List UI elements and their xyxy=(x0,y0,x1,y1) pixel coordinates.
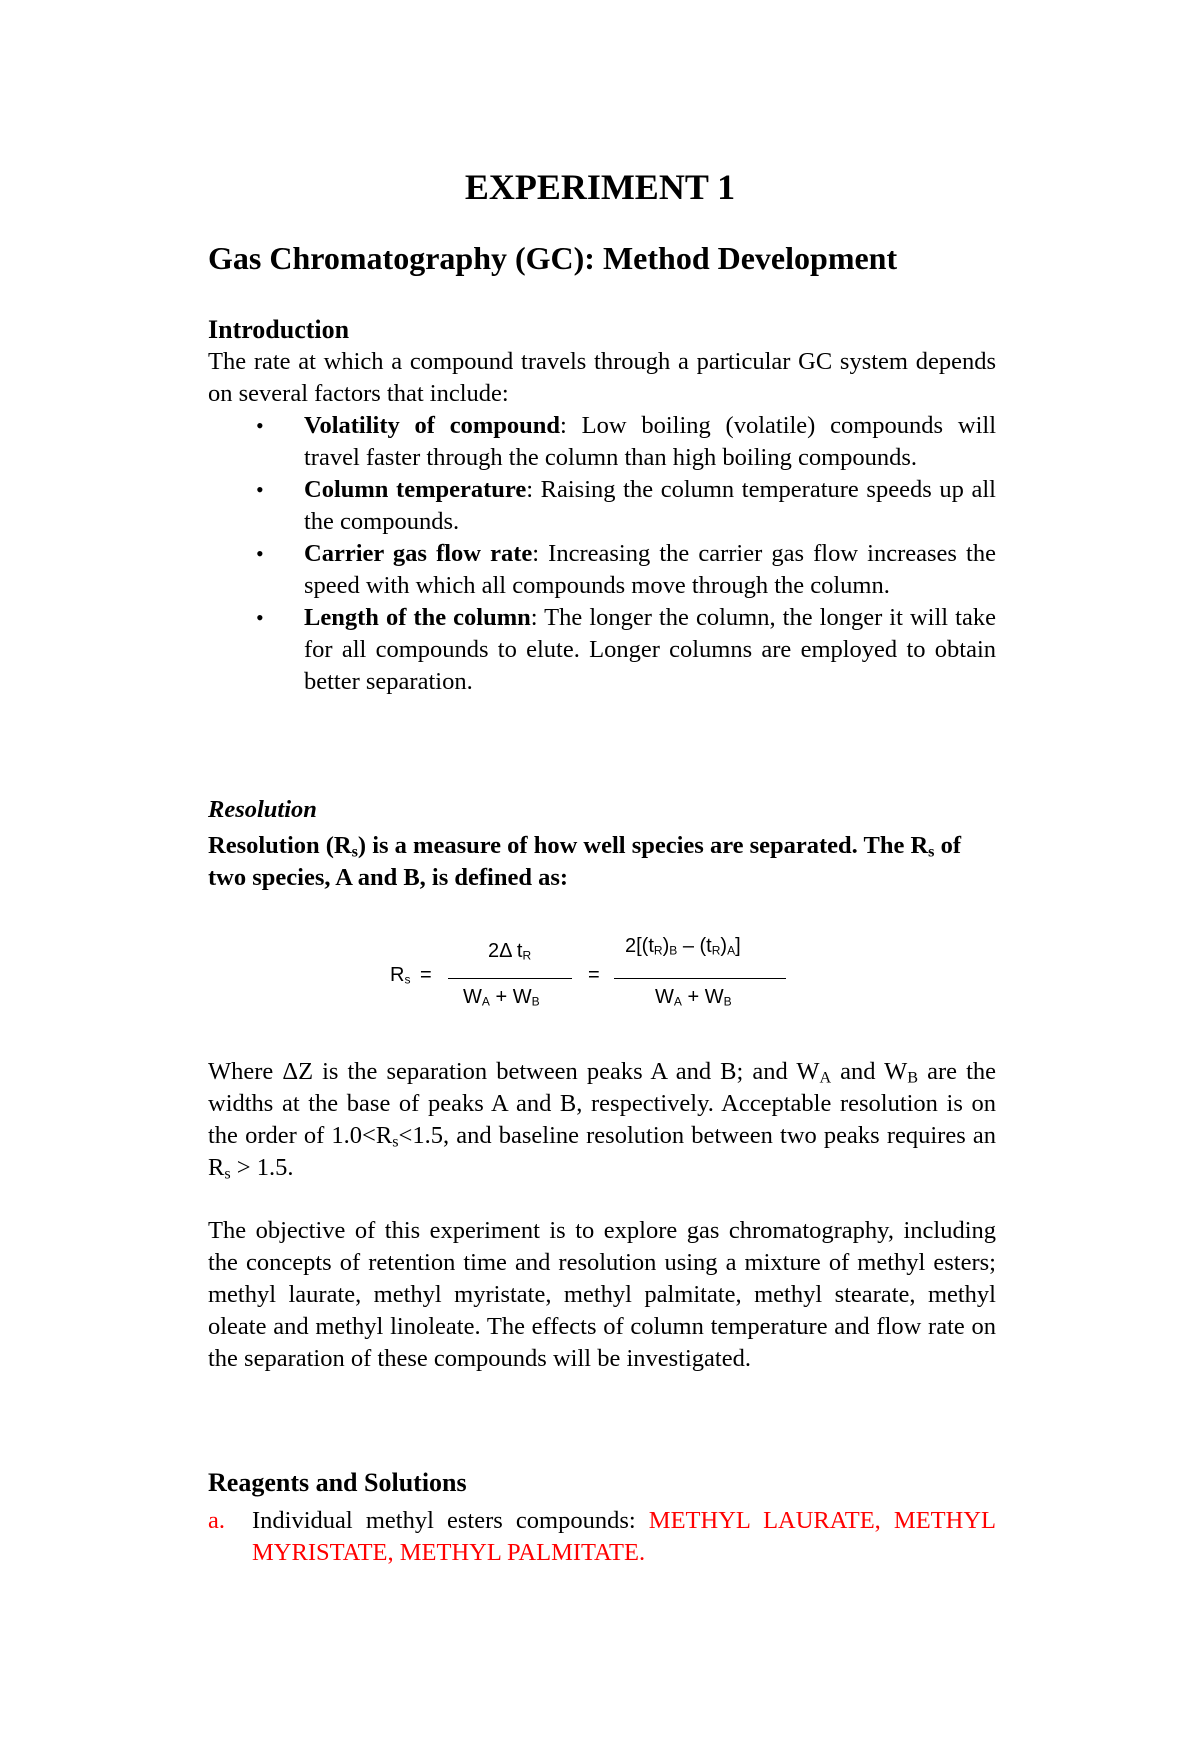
introduction-heading: Introduction xyxy=(208,315,350,344)
factor-label: Carrier gas flow rate xyxy=(304,540,533,567)
factor-label: Volatility of compound xyxy=(304,412,561,439)
resolution-equation xyxy=(370,930,800,1020)
subscript: A xyxy=(727,943,736,958)
bullet-icon: • xyxy=(256,605,264,630)
definition-text: Resolution (R xyxy=(208,832,352,859)
factor-label: Column temperature xyxy=(304,476,527,503)
paragraph-text: and W xyxy=(831,1058,908,1085)
subscript: R xyxy=(522,948,532,963)
equals-sign: = xyxy=(420,964,432,986)
subscript: s xyxy=(392,1133,399,1151)
list-marker: a. xyxy=(208,1507,225,1534)
numerator-text: ] xyxy=(735,935,741,957)
denominator-text: + W xyxy=(681,986,724,1008)
denominator-text: + W xyxy=(489,986,532,1008)
reagent-text: Individual methyl esters compounds: xyxy=(252,1507,649,1534)
reagents-list xyxy=(208,1505,996,1569)
reagent-highlight: METHYL LAURATE, METHYL MYRISTATE, METHYL PALMITATE. xyxy=(252,1507,996,1566)
numerator-text: – (t xyxy=(677,935,712,957)
factor-item-column-length xyxy=(208,602,996,698)
numerator-text: 2[(t xyxy=(625,935,654,957)
subscript: B xyxy=(723,994,732,1009)
subscript: s xyxy=(224,1165,231,1183)
factor-text: : Raising the column temperature speeds up all the compounds. xyxy=(304,476,996,535)
experiment-title: EXPERIMENT 1 xyxy=(464,167,736,207)
numerator-2 xyxy=(625,935,741,958)
paragraph-text: Where ΔZ is the separation between peaks A and B; and W xyxy=(208,1058,820,1085)
subscript: s xyxy=(928,843,935,861)
subscript: B xyxy=(531,994,540,1009)
subscript: A xyxy=(819,1069,832,1087)
subscript: B xyxy=(669,943,678,958)
factor-item-column-temperature xyxy=(208,474,996,538)
reagent-item xyxy=(208,1505,996,1569)
where-paragraph xyxy=(208,1056,996,1184)
subscript: A xyxy=(673,994,682,1009)
equation-lhs xyxy=(390,964,410,987)
subscript: R xyxy=(653,943,663,958)
factors-list xyxy=(208,410,996,698)
factor-text: : Increasing the carrier gas flow increases the speed with which all compounds move through the column. xyxy=(304,540,996,599)
denominator-1 xyxy=(463,986,540,1009)
reagents-heading: Reagents and Solutions xyxy=(208,1468,467,1497)
definition-text: of two species, A and B, is defined as: xyxy=(208,832,961,891)
factor-text: : Low boiling (volatile) compounds will travel faster through the column than high boiling compounds. xyxy=(304,412,997,471)
numerator-text: 2Δ t xyxy=(488,940,523,962)
subscript: B xyxy=(907,1069,919,1087)
resolution-definition xyxy=(208,830,996,894)
subscript: A xyxy=(481,994,490,1009)
denominator-text: W xyxy=(463,986,482,1008)
factor-label: Length of the column xyxy=(304,604,531,631)
resolution-heading: Resolution xyxy=(208,796,317,823)
equals-sign: = xyxy=(588,964,600,986)
paragraph-text: <1.5, and baseline resolution between two peaks requires an R xyxy=(208,1122,996,1181)
fraction-line-2 xyxy=(614,978,786,979)
factor-item-volatility xyxy=(208,410,996,474)
subscript: s xyxy=(404,972,411,987)
introduction-paragraph: The rate at which a compound travels through a particular GC system depends on several factors that include: xyxy=(208,348,996,407)
definition-text: ) is a measure of how well species are separated. The R xyxy=(357,832,929,859)
paragraph-text: > 1.5. xyxy=(230,1154,294,1181)
factor-text: : The longer the column, the longer it will take for all compounds to elute. Longer columns are employed to obtain better separation. xyxy=(304,604,996,695)
denominator-text: W xyxy=(655,986,674,1008)
subscript: s xyxy=(351,843,358,861)
numerator-text: ) xyxy=(720,935,728,957)
objective-paragraph: The objective of this experiment is to explore gas chromatography, including the concepts of retention time and resolution using a mixture of methyl esters; methyl laurate, methyl myristate, methyl palmitate, methyl stearate, methyl oleate and methyl linoleate. The effects of column temperature and flow rate on the separation of these compounds will be investigated. xyxy=(208,1217,996,1372)
lhs-symbol: R xyxy=(390,964,405,986)
bullet-icon: • xyxy=(256,413,264,438)
factor-item-carrier-gas xyxy=(208,538,996,602)
numerator-text: ) xyxy=(662,935,670,957)
numerator-1 xyxy=(488,940,531,963)
paragraph-text: are the widths at the base of peaks A and B, respectively. Acceptable resolution is on the order of 1.0<R xyxy=(208,1058,996,1149)
document-subtitle: Gas Chromatography (GC): Method Development xyxy=(208,240,898,276)
fraction-line-1 xyxy=(448,978,572,979)
bullet-icon: • xyxy=(256,477,264,502)
subscript: R xyxy=(711,943,721,958)
bullet-icon: • xyxy=(256,541,264,566)
denominator-2 xyxy=(655,986,732,1009)
